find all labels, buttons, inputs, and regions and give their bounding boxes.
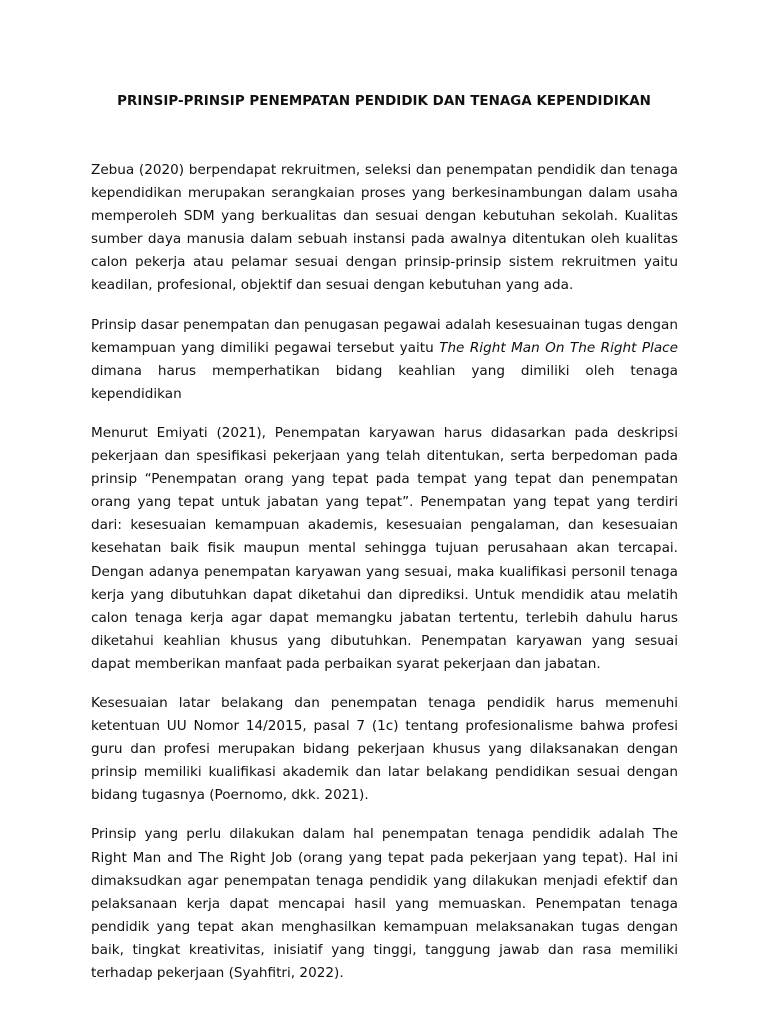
paragraph-right-man-right-place	[91, 314, 678, 406]
paragraph-right-man-right-job: Prinsip yang perlu dilakukan dalam hal penempatan tenaga pendidik adalah The Right Man and The Right Job (orang yang tepat pada pekerjaan yang tepat). Hal ini dimaksudkan agar penempatan tenaga pendidik yang dilakukan menjadi efektif dan pelaksanaan kerja dapat mencapai hasil yang memuaskan. Penempatan tenaga pendidik yang tepat akan menghasilkan kemampuan melaksanakan tugas dengan baik, tingkat kreativitas, inisiatif yang tinggi, tanggung jawab dan rasa memiliki terhadap pekerjaan (Syahfitri, 2022).	[91, 826, 678, 981]
italic-phrase: The Right Man On The Right Place	[439, 339, 678, 356]
paragraph-uu-nomor: Kesesuaian latar belakang dan penempatan tenaga pendidik harus memenuhi ketentuan UU Nomor 14/2015, pasal 7 (1c) tentang profesionalisme bahwa profesi guru dan profesi merupakan bidang pekerjaan khusus yang dilaksanakan dengan prinsip memiliki kualifikasi akademik dan latar belakang pendidikan sesuai dengan bidang tugasnya (Poernomo, dkk. 2021).	[91, 694, 678, 804]
document-body	[91, 159, 678, 1001]
document-title: PRINSIP-PRINSIP PENEMPATAN PENDIDIK DAN TENAGA KEPENDIDIKAN	[117, 94, 651, 109]
paragraph-zebua: Zebua (2020) berpendapat rekruitmen, seleksi dan penempatan pendidik dan tenaga kependidikan merupakan serangkaian proses yang berkesinambungan dalam usaha memperoleh SDM yang berkualitas dan sesuai dengan kebutuhan sekolah. Kualitas sumber daya manusia dalam sebuah instansi pada awalnya ditentukan oleh kualitas calon pekerja atau pelamar sesuai dengan prinsip-prinsip sistem rekruitmen yaitu keadilan, profesional, objektif dan sesuai dengan kebutuhan yang ada.	[91, 162, 678, 294]
paragraph-text-before: Prinsip dasar penempatan dan penugasan pegawai adalah kesesuainan tugas dengan kemampuan yang dimiliki pegawai tersebut yaitu	[91, 316, 678, 356]
paragraph-emiyati: Menurut Emiyati (2021), Penempatan karyawan harus didasarkan pada deskripsi pekerjaan dan spesifikasi pekerjaan yang telah ditentukan, serta berpedoman pada prinsip “Penempatan orang yang tepat pada tempat yang tepat dan penempatan orang yang tepat untuk jabatan yang tepat”. Penempatan yang tepat yang terdiri dari: kesesuaian kemampuan akademis, kesesuaian pengalaman, dan kesesuaian kesehatan baik fisik maupun mental sehingga tujuan perusahaan akan tercapai. Dengan adanya penempatan karyawan yang sesuai, maka kualifikasi personil tenaga kerja yang dibutuhkan dapat diketahui dan diprediksi. Untuk mendidik atau melatih calon tenaga kerja agar dapat memangku jabatan tertentu, terlebih dahulu harus diketahui keahlian khusus yang dibutuhkan. Penempatan karyawan yang sesuai dapat memberikan manfaat pada perbaikan syarat pekerjaan dan jabatan.	[91, 424, 678, 672]
paragraph-text-after: dimana harus memperhatikan bidang keahlian yang dimiliki oleh tenaga kependidikan	[91, 362, 678, 402]
